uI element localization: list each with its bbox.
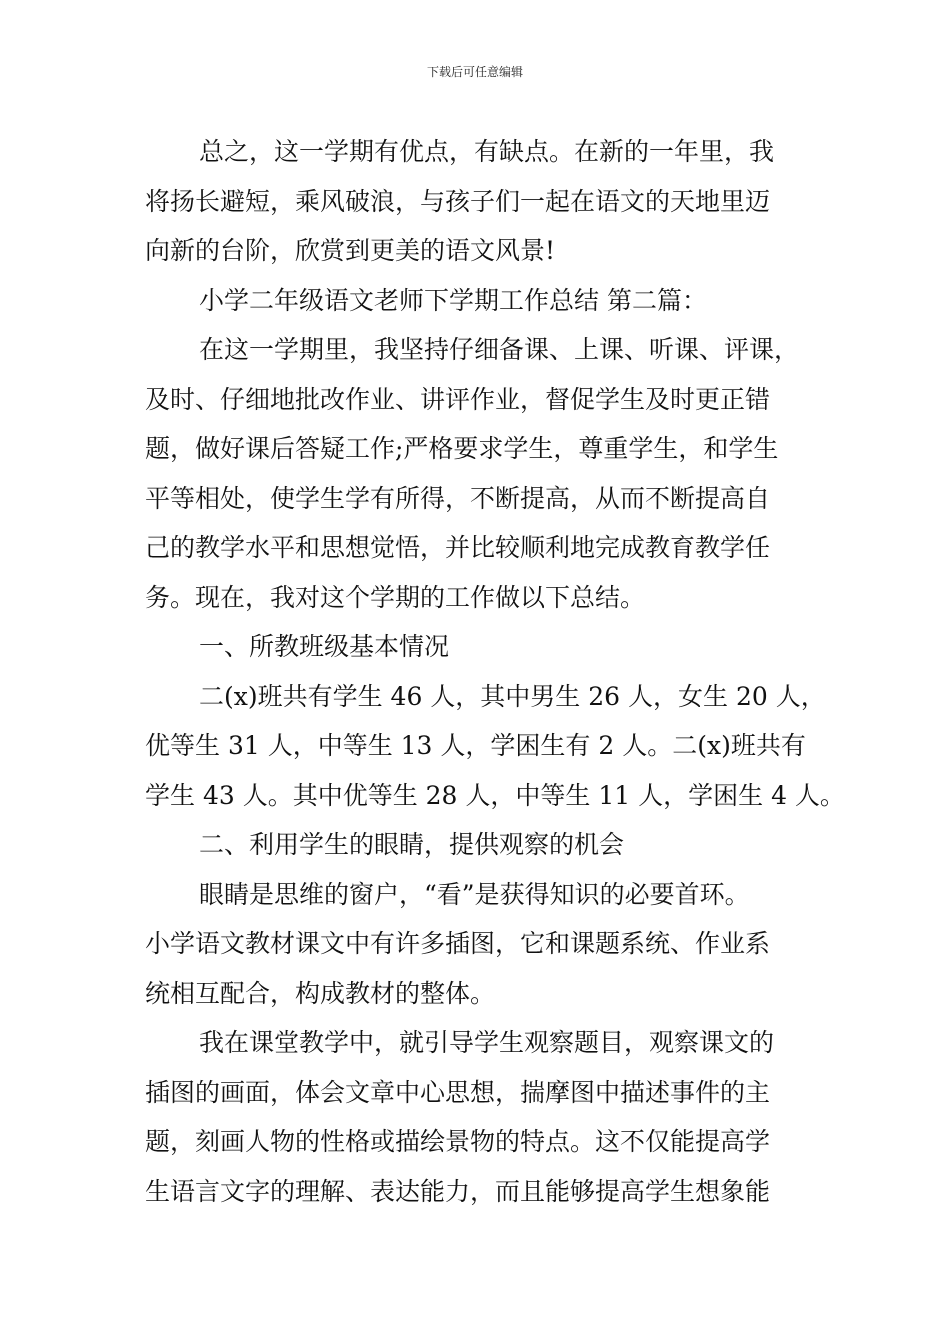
page-header: 下载后可任意编辑 [426,65,523,79]
text-line: 二、利用学生的眼睛，提供观察的机会 [199,830,625,859]
text-line: 己的教学水平和思想觉悟，并比较顺利地完成教育教学任 [145,533,771,562]
text-line: 优等生 31 人，中等生 13 人，学困生有 2 人。二(x)班共有 [145,731,806,760]
text-line: 平等相处，使学生学有所得，不断提高，从而不断提高自 [145,483,771,513]
text-line: 插图的画面，体会文章中心思想，揣摩图中描述事件的主 [145,1077,771,1107]
document-body [145,127,845,1216]
text-line: 务。现在，我对这个学期的工作做以下总结。 [145,582,646,612]
text-line: 小学语文教材课文中有许多插图，它和课题系统、作业系 [145,929,771,958]
text-line: 学生 43 人。其中优等生 28 人，中等生 11 人，学困生 4 人。 [145,780,845,810]
section-heading [145,622,815,672]
paragraph-observation [145,870,815,1019]
paragraph-conclusion [145,127,815,276]
paragraph-intro [145,325,815,622]
text-line: 在这一学期里，我坚持仔细备课、上课、听课、评课， [199,335,800,364]
text-line: 题，做好课后答疑工作;严格要求学生，尊重学生，和学生 [145,434,779,463]
section-heading [145,820,815,870]
text-line: 统相互配合，构成教材的整体。 [145,978,496,1008]
text-line: 眼睛是思维的窗户，“看”是获得知识的必要首环。 [199,879,750,909]
text-line: 总之，这一学期有优点，有缺点。在新的一年里，我 [199,137,775,166]
text-line: 我在课堂教学中，就引导学生观察题目，观察课文的 [199,1028,775,1057]
text-line: 将扬长避短，乘风破浪，与孩子们一起在语文的天地里迈 [145,186,771,216]
text-line: 向新的台阶，欣赏到更美的语文风景! [145,236,556,265]
text-line: 题，刻画人物的性格或描绘景物的特点。这不仅能提高学 [145,1127,771,1156]
paragraph-class-info [145,672,845,821]
text-line: 一、所教班级基本情况 [199,632,450,661]
text-line: 小学二年级语文老师下学期工作总结 第二篇： [199,285,707,315]
section-title [145,276,815,326]
text-line: 生语言文字的理解、表达能力，而且能够提高学生想象能 [145,1176,771,1206]
paragraph-classroom [145,1018,815,1216]
text-line: 二(x)班共有学生 46 人，其中男生 26 人，女生 20 人， [199,681,826,711]
text-line: 及时、仔细地批改作业、讲评作业，督促学生及时更正错 [145,384,771,414]
